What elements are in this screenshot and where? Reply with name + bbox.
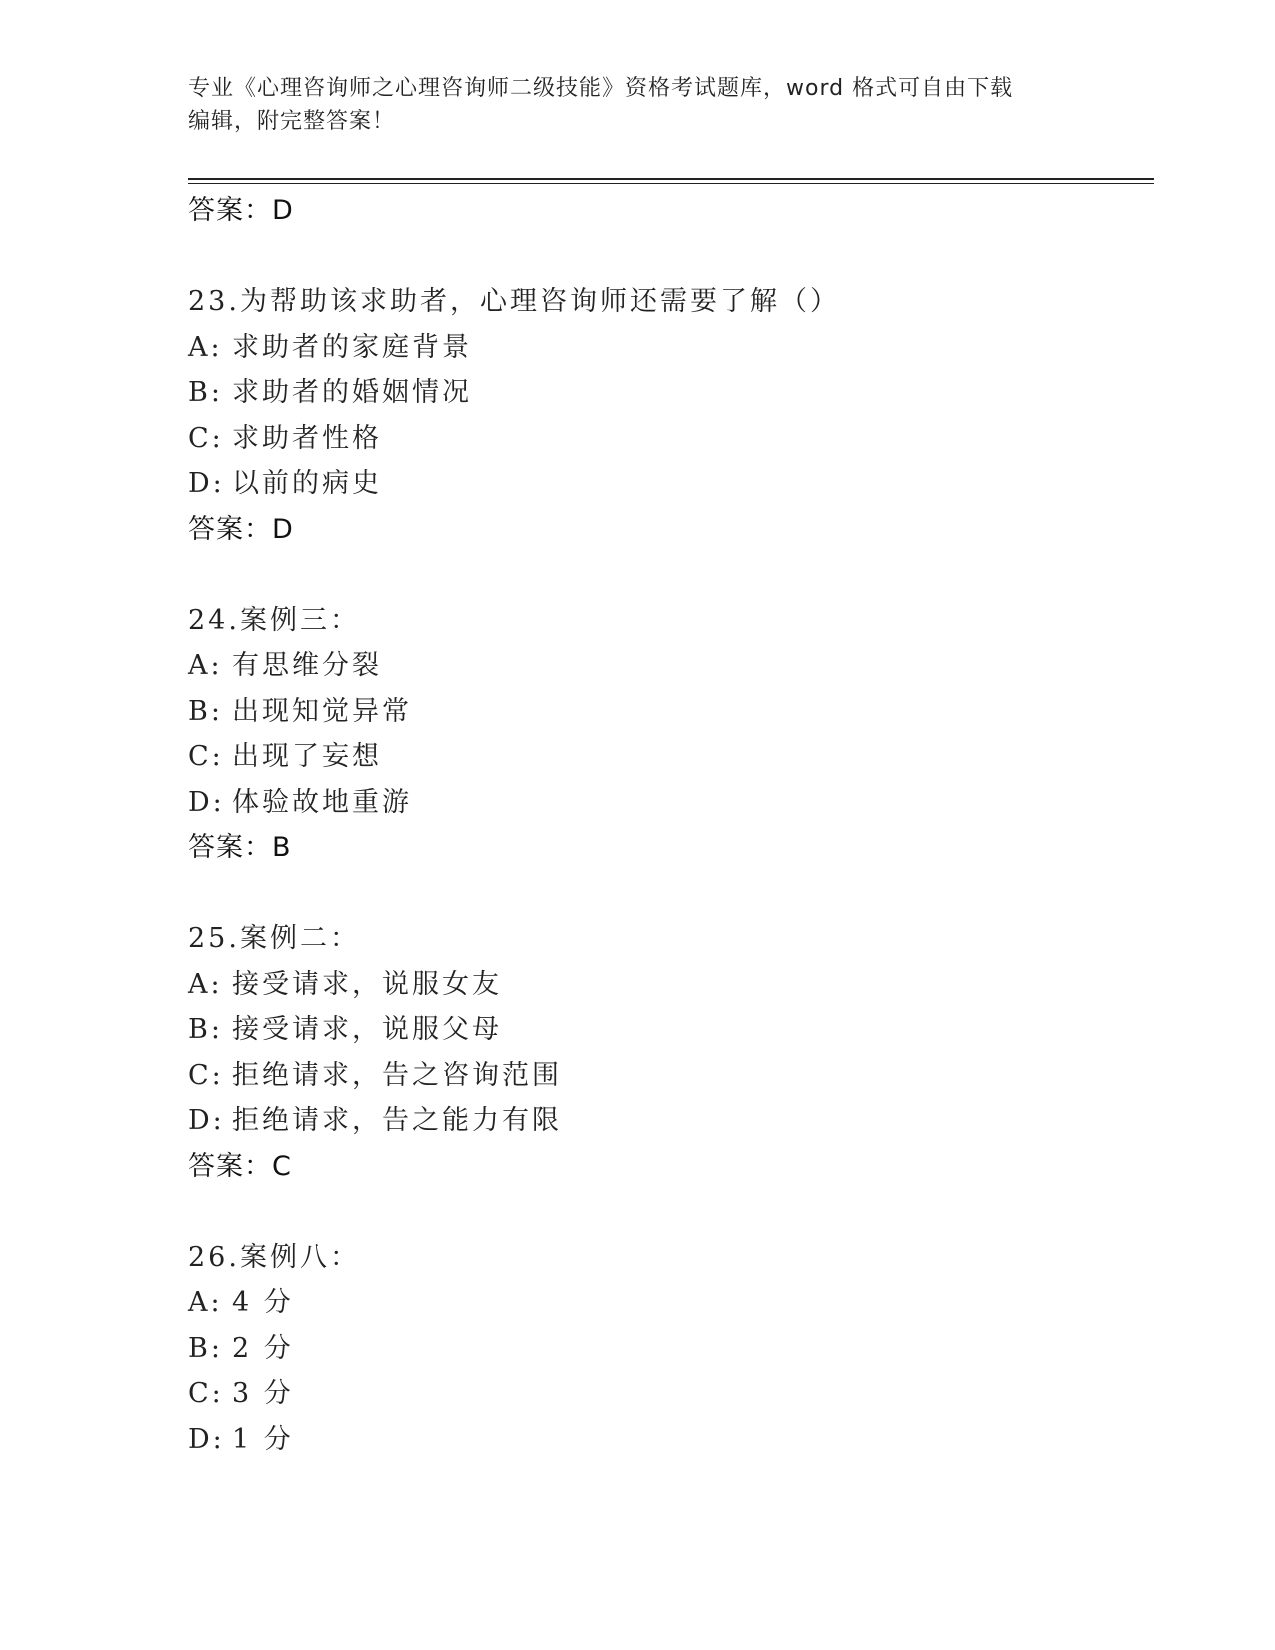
question-block bbox=[188, 279, 1148, 553]
option-text: 有思维分裂 bbox=[232, 650, 382, 681]
header-line-1: 专业《心理咨询师之心理咨询师二级技能》资格考试题库，word 格式可自由下载 bbox=[188, 76, 1014, 101]
option-c bbox=[188, 1053, 1148, 1099]
answer-value: C bbox=[272, 1150, 292, 1182]
option-text: 求助者性格 bbox=[232, 422, 382, 454]
answer-line bbox=[188, 825, 1148, 871]
option-key: D: bbox=[188, 1423, 225, 1455]
option-text: 拒绝请求，告之能力有限 bbox=[232, 1105, 562, 1136]
option-d bbox=[188, 1098, 1148, 1144]
option-text: 求助者的家庭背景 bbox=[232, 331, 472, 363]
option-key: B: bbox=[188, 695, 223, 727]
option-a bbox=[188, 643, 1148, 689]
option-text: 1 分 bbox=[232, 1423, 294, 1455]
option-key: D: bbox=[188, 786, 225, 818]
option-key: C: bbox=[188, 1378, 224, 1409]
question-block bbox=[188, 1235, 1148, 1463]
question-block bbox=[188, 598, 1148, 872]
answer-label: 答案： bbox=[188, 195, 272, 226]
option-key: A: bbox=[188, 331, 223, 363]
answer-line bbox=[188, 507, 1148, 553]
answer-value: B bbox=[272, 832, 292, 863]
option-d bbox=[188, 780, 1148, 826]
option-text: 3 分 bbox=[232, 1378, 294, 1409]
option-text: 出现了妄想 bbox=[232, 741, 382, 772]
answer-line bbox=[188, 188, 1148, 234]
answer-label: 答案： bbox=[188, 832, 272, 863]
option-d bbox=[188, 1417, 1148, 1463]
option-c bbox=[188, 416, 1148, 462]
option-key: C: bbox=[188, 1059, 224, 1091]
header-rule-thick bbox=[188, 178, 1154, 180]
option-text: 接受请求，说服父母 bbox=[232, 1014, 502, 1045]
document-header bbox=[188, 72, 1068, 138]
option-text: 2 分 bbox=[232, 1332, 294, 1364]
question-stem: 23.为帮助该求助者，心理咨询师还需要了解（） bbox=[188, 286, 840, 317]
header-line-2: 编辑，附完整答案！ bbox=[188, 109, 396, 134]
question-stem: 24.案例三： bbox=[188, 604, 360, 636]
option-text: 拒绝请求，告之咨询范围 bbox=[232, 1059, 562, 1091]
option-key: A: bbox=[188, 968, 223, 1000]
question-stem: 25.案例二： bbox=[188, 923, 360, 954]
option-key: B: bbox=[188, 1014, 223, 1045]
option-key: D: bbox=[188, 1105, 225, 1136]
answer-value: D bbox=[272, 513, 294, 545]
answer-line bbox=[188, 1144, 1148, 1190]
option-text: 出现知觉异常 bbox=[232, 695, 412, 727]
option-key: C: bbox=[188, 741, 224, 772]
option-text: 以前的病史 bbox=[232, 468, 382, 499]
answer-label: 答案： bbox=[188, 1150, 272, 1182]
option-b bbox=[188, 370, 1148, 416]
header-rule-thin bbox=[188, 183, 1154, 184]
answer-label: 答案： bbox=[188, 513, 272, 545]
option-text: 接受请求，说服女友 bbox=[232, 968, 502, 1000]
option-key: A: bbox=[188, 650, 223, 681]
option-d bbox=[188, 461, 1148, 507]
option-a bbox=[188, 962, 1148, 1008]
option-key: B: bbox=[188, 1332, 223, 1364]
question-list bbox=[188, 188, 1148, 1462]
option-c bbox=[188, 734, 1148, 780]
option-key: C: bbox=[188, 422, 224, 454]
option-b bbox=[188, 1007, 1148, 1053]
question-stem: 26.案例八： bbox=[188, 1241, 360, 1273]
option-text: 求助者的婚姻情况 bbox=[232, 377, 472, 408]
option-b bbox=[188, 1326, 1148, 1372]
option-text: 体验故地重游 bbox=[232, 786, 412, 818]
answer-value: D bbox=[272, 195, 294, 226]
question-block bbox=[188, 916, 1148, 1190]
option-a bbox=[188, 1280, 1148, 1326]
option-b bbox=[188, 689, 1148, 735]
option-key: B: bbox=[188, 377, 223, 408]
option-a bbox=[188, 325, 1148, 371]
option-key: D: bbox=[188, 468, 225, 499]
option-text: 4 分 bbox=[232, 1287, 294, 1318]
option-key: A: bbox=[188, 1287, 223, 1318]
option-c bbox=[188, 1371, 1148, 1417]
